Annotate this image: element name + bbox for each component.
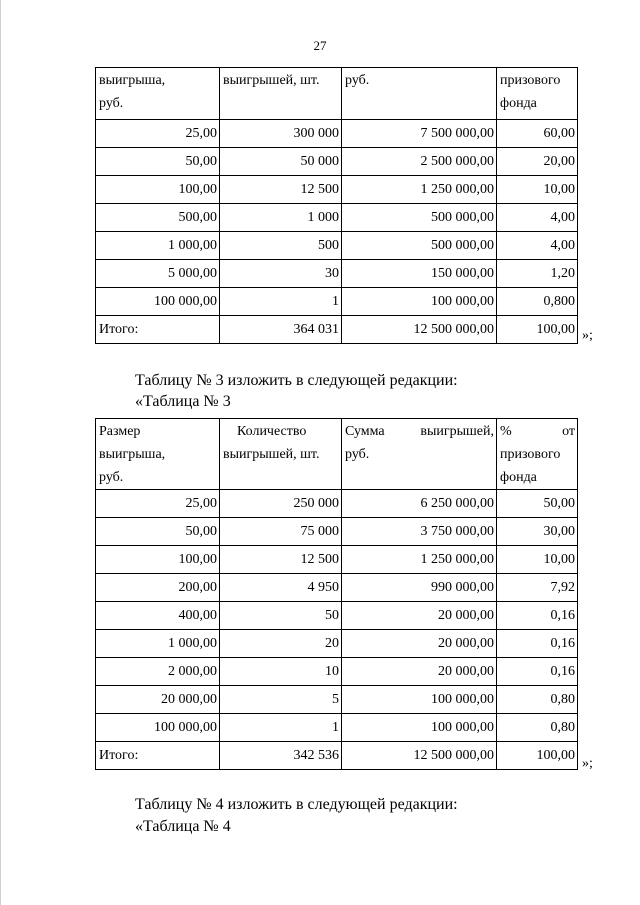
table-row [96, 546, 578, 574]
total-percent-cell: 100,00 [497, 742, 578, 770]
prize-size-cell: 1 000,00 [96, 630, 220, 658]
prize-size-cell: 50,00 [96, 518, 220, 546]
prize-sum-cell: 2 500 000,00 [342, 148, 497, 176]
prize-size-cell: 100,00 [96, 546, 220, 574]
prize-percent-cell: 4,00 [497, 204, 578, 232]
table-row [96, 630, 578, 658]
prize-sum-cell: 990 000,00 [342, 574, 497, 602]
table-row [96, 232, 578, 260]
table-row [96, 490, 578, 518]
prize-percent-cell: 0,800 [497, 288, 578, 316]
total-percent-cell: 100,00 [497, 316, 578, 344]
prize-count-cell: 250 000 [220, 490, 342, 518]
prize-percent-cell: 0,80 [497, 714, 578, 742]
header-text: призового [500, 447, 561, 462]
header-text: выигрышей, шт. [223, 447, 320, 462]
prize-count-cell: 500 [220, 232, 342, 260]
prize-sum-cell: 20 000,00 [342, 658, 497, 686]
prize-size-cell: 100,00 [96, 176, 220, 204]
prize-count-cell: 10 [220, 658, 342, 686]
header-text: руб. [99, 96, 124, 111]
header-text: фонда [500, 470, 537, 485]
header-text: выигрыша, [99, 447, 166, 462]
header-text: от [562, 424, 575, 439]
table-row [96, 148, 578, 176]
table-header-row [96, 68, 578, 120]
table-row [96, 686, 578, 714]
prize-percent-cell: 4,00 [497, 232, 578, 260]
prize-percent-cell: 10,00 [497, 176, 578, 204]
total-label-cell: Итого: [96, 316, 220, 344]
title-table-4: «Таблица № 4 [135, 818, 231, 835]
total-row [96, 316, 578, 344]
prize-count-cell: 50 000 [220, 148, 342, 176]
total-sum-cell: 12 500 000,00 [342, 742, 497, 770]
total-row [96, 742, 578, 770]
prize-count-cell: 30 [220, 260, 342, 288]
header-text: % [500, 424, 512, 439]
total-count-cell: 342 536 [220, 742, 342, 770]
prize-sum-cell: 6 250 000,00 [342, 490, 497, 518]
table-row [96, 658, 578, 686]
table-row [96, 120, 578, 148]
prize-size-cell: 5 000,00 [96, 260, 220, 288]
prize-percent-cell: 1,20 [497, 260, 578, 288]
prize-count-cell: 20 [220, 630, 342, 658]
prize-sum-cell: 1 250 000,00 [342, 176, 497, 204]
table-row [96, 574, 578, 602]
header-text: Сумма [345, 424, 385, 439]
prize-sum-cell: 20 000,00 [342, 630, 497, 658]
header-prize-size [96, 419, 220, 490]
prize-size-cell: 2 000,00 [96, 658, 220, 686]
prize-count-cell: 12 500 [220, 176, 342, 204]
prize-count-cell: 75 000 [220, 518, 342, 546]
prize-table-3 [95, 418, 578, 770]
prize-percent-cell: 50,00 [497, 490, 578, 518]
prize-size-cell: 200,00 [96, 574, 220, 602]
table-row [96, 602, 578, 630]
header-text-justified [500, 420, 575, 443]
prize-count-cell: 1 [220, 288, 342, 316]
table-closing-quote: »; [582, 756, 593, 771]
prize-sum-cell: 500 000,00 [342, 204, 497, 232]
table-row [96, 176, 578, 204]
prize-sum-cell: 20 000,00 [342, 602, 497, 630]
table-header-row [96, 419, 578, 490]
table-closing-quote: »; [582, 328, 593, 343]
prize-percent-cell: 20,00 [497, 148, 578, 176]
total-count-cell: 364 031 [220, 316, 342, 344]
table-row [96, 714, 578, 742]
prize-sum-cell: 7 500 000,00 [342, 120, 497, 148]
title-table-3: «Таблица № 3 [135, 393, 231, 410]
prize-count-cell: 1 [220, 714, 342, 742]
prize-count-cell: 50 [220, 602, 342, 630]
prize-table-continued [95, 67, 578, 344]
header-text: фонда [500, 96, 537, 111]
prize-percent-cell: 0,80 [497, 686, 578, 714]
prize-table-3-body [96, 419, 578, 770]
header-text: выигрышей, шт. [223, 73, 320, 88]
header-text: руб. [345, 447, 370, 462]
header-prize-sum [342, 419, 497, 490]
prize-size-cell: 400,00 [96, 602, 220, 630]
header-text: руб. [99, 470, 124, 485]
prize-sum-cell: 150 000,00 [342, 260, 497, 288]
prize-table-continued-body [96, 68, 578, 344]
header-text: выигрыша, [99, 73, 166, 88]
prize-size-cell: 25,00 [96, 490, 220, 518]
page-number: 27 [313, 38, 327, 53]
prize-sum-cell: 3 750 000,00 [342, 518, 497, 546]
prize-count-cell: 300 000 [220, 120, 342, 148]
prize-size-cell: 25,00 [96, 120, 220, 148]
prize-sum-cell: 100 000,00 [342, 686, 497, 714]
table-row [96, 260, 578, 288]
header-text: руб. [345, 73, 370, 88]
prize-size-cell: 100 000,00 [96, 288, 220, 316]
prize-percent-cell: 10,00 [497, 546, 578, 574]
prize-sum-cell: 100 000,00 [342, 288, 497, 316]
header-text: призового [500, 73, 561, 88]
header-prize-size [96, 68, 220, 120]
table-row [96, 288, 578, 316]
prize-percent-cell: 60,00 [497, 120, 578, 148]
prize-size-cell: 50,00 [96, 148, 220, 176]
prize-size-cell: 500,00 [96, 204, 220, 232]
total-label-cell: Итого: [96, 742, 220, 770]
prize-sum-cell: 1 250 000,00 [342, 546, 497, 574]
prize-count-cell: 5 [220, 686, 342, 714]
prize-size-cell: 100 000,00 [96, 714, 220, 742]
prize-count-cell: 4 950 [220, 574, 342, 602]
prize-percent-cell: 0,16 [497, 602, 578, 630]
prize-size-cell: 20 000,00 [96, 686, 220, 714]
instruction-table-4: Таблицу № 4 изложить в следующей редакции: [135, 796, 458, 813]
header-text: выигрышей, [420, 424, 494, 439]
prize-sum-cell: 500 000,00 [342, 232, 497, 260]
header-prize-percent [497, 419, 578, 490]
header-text: Размер [99, 424, 141, 439]
table-row [96, 204, 578, 232]
prize-count-cell: 1 000 [220, 204, 342, 232]
instruction-table-3: Таблицу № 3 изложить в следующей редакции: [135, 372, 458, 389]
prize-size-cell: 1 000,00 [96, 232, 220, 260]
prize-count-cell: 12 500 [220, 546, 342, 574]
prize-percent-cell: 7,92 [497, 574, 578, 602]
header-prize-count [220, 419, 342, 490]
prize-percent-cell: 30,00 [497, 518, 578, 546]
header-text-justified [345, 420, 494, 443]
header-prize-sum [342, 68, 497, 120]
header-prize-percent [497, 68, 578, 120]
total-sum-cell: 12 500 000,00 [342, 316, 497, 344]
header-text: Количество [237, 424, 307, 439]
table-row [96, 518, 578, 546]
prize-sum-cell: 100 000,00 [342, 714, 497, 742]
header-prize-count [220, 68, 342, 120]
prize-percent-cell: 0,16 [497, 630, 578, 658]
prize-percent-cell: 0,16 [497, 658, 578, 686]
